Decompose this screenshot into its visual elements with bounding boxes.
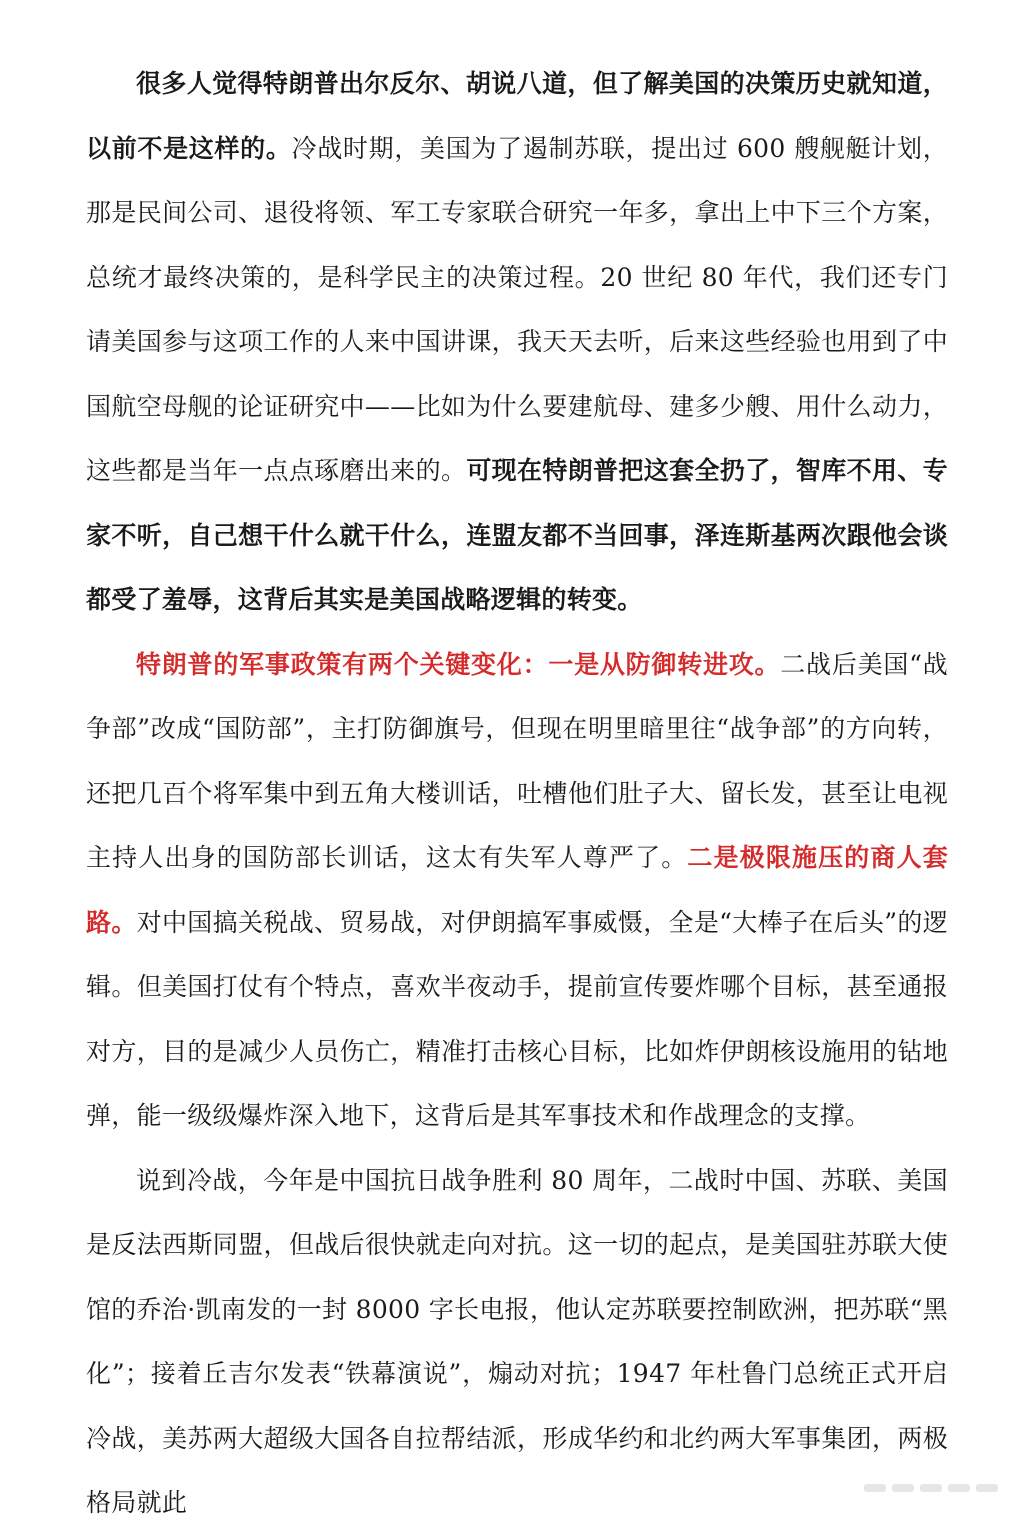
red-highlight-text: 特朗普的军事政策有两个关键变化：一是从防御转进攻。 — [136, 649, 781, 679]
body-text: 对中国搞关税战、贸易战，对伊朗搞军事威慑，全是“大棒子在后头”的逻辑。但美国打仗有个特点，喜欢半夜动手，提前宣传要炸哪个目标，甚至通报对方，目的是减少人员伤亡，精准打击核心目标，比如炸伊朗核设施用的钻地弹，能一级级爆炸深入地下，这背后是其军事技术和作战理念的支撑。 — [86, 907, 948, 1130]
watermark-mark — [976, 1484, 998, 1492]
body-text: 二战后美国“战争部”改成“国防部”，主打防御旗号，但现在明里暗里往“战争部”的方向转，还把几百个将军集中到五角大楼训话，吐槽他们肚子大、留长发，甚至让电视主持人出身的国防部长训话，这太有失军人尊严了。 — [86, 649, 948, 872]
document-page — [86, 52, 948, 1536]
body-text: 冷战时期，美国为了遏制苏联，提出过 600 艘舰艇计划，那是民间公司、退役将领、军工专家联合研究一年多，拿出上中下三个方案，总统才最终决策的，是科学民主的决策过程。20 世纪 80 年代，我们还专门请美国参与这项工作的人来中国讲课，我天天去听，后来这些经验也用到了中国航空母舰的论证研究中——比如为什么要建航母、建多少艘、用什么动力，这些都是当年一点点琢磨出来的。 — [86, 133, 948, 485]
watermark-mark — [892, 1484, 914, 1492]
watermark — [818, 1481, 998, 1495]
paragraph-3 — [86, 1149, 948, 1536]
watermark-mark — [948, 1484, 970, 1492]
red-highlight-text: 二是极限施压的商人套路。 — [86, 843, 948, 937]
paragraph-2 — [86, 633, 948, 1149]
bold-text: 可现在特朗普把这套全扔了，智库不用、专家不听，自己想干什么就干什么，连盟友都不当回事，泽连斯基两次跟他会谈都受了羞辱，这背后其实是美国战略逻辑的转变。 — [86, 456, 948, 614]
watermark-mark — [920, 1484, 942, 1492]
body-text: 说到冷战，今年是中国抗日战争胜利 80 周年，二战时中国、苏联、美国是反法西斯同盟，但战后很快就走向对抗。这一切的起点，是美国驻苏联大使馆的乔治·凯南发的一封 8000 字长电报，他认定苏联要控制欧洲，把苏联“黑化”；接着丘吉尔发表“铁幕演说”，煽动对抗；1947 年杜鲁门总统正式开启冷战，美苏两大超级大国各自拉帮结派，形成华约和北约两大军事集团，两极格局就此 — [86, 1165, 948, 1517]
bold-text: 很多人觉得特朗普出尔反尔、胡说八道，但了解美国的决策历史就知道，以前不是这样的。 — [86, 69, 948, 163]
paragraph-1 — [86, 52, 948, 633]
watermark-mark — [864, 1484, 886, 1492]
